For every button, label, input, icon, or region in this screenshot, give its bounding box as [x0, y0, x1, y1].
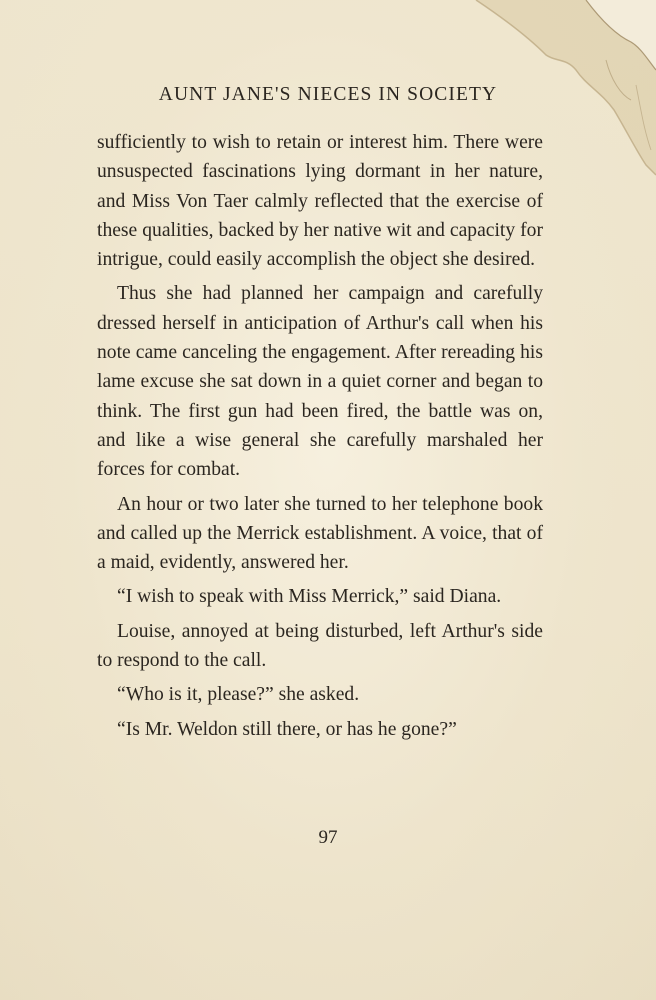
paragraph-6: “Who is it, please?” she asked.: [117, 684, 360, 706]
running-header: AUNT JANE'S NIECES IN SOCIETY: [158, 84, 498, 105]
paragraph-7: “Is Mr. Weldon still there, or has he gone?”: [117, 718, 457, 740]
page-body: [97, 128, 543, 749]
page-number: 97: [318, 827, 338, 848]
paragraph-2: Thus she had planned her campaign and carefully dressed herself in anticipation of Arthur's call when his note came canceling the engagement. After rereading his lame excuse she sat down in a quiet corner and began to think. The first gun had been fired, the battle was on, and like a wise general she carefully marshaled her forces for combat.: [97, 283, 543, 481]
paragraph-5: Louise, annoyed at being disturbed, left Arthur's side to respond to the call.: [97, 620, 543, 672]
paragraph-3: An hour or two later she turned to her telephone book and called up the Merrick establishment. A voice, that of a maid, evidently, answered her.: [97, 493, 543, 574]
paragraph-1: sufficiently to wish to retain or interest him. There were unsuspected fascinations lying dormant in her nature, and Miss Von Taer calmly reflected that the exercise of these qualities, backed by her native wit and capacity for intrigue, could easily accomplish the object she desired.: [97, 132, 543, 271]
paragraph-4: “I wish to speak with Miss Merrick,” said Diana.: [117, 586, 502, 608]
